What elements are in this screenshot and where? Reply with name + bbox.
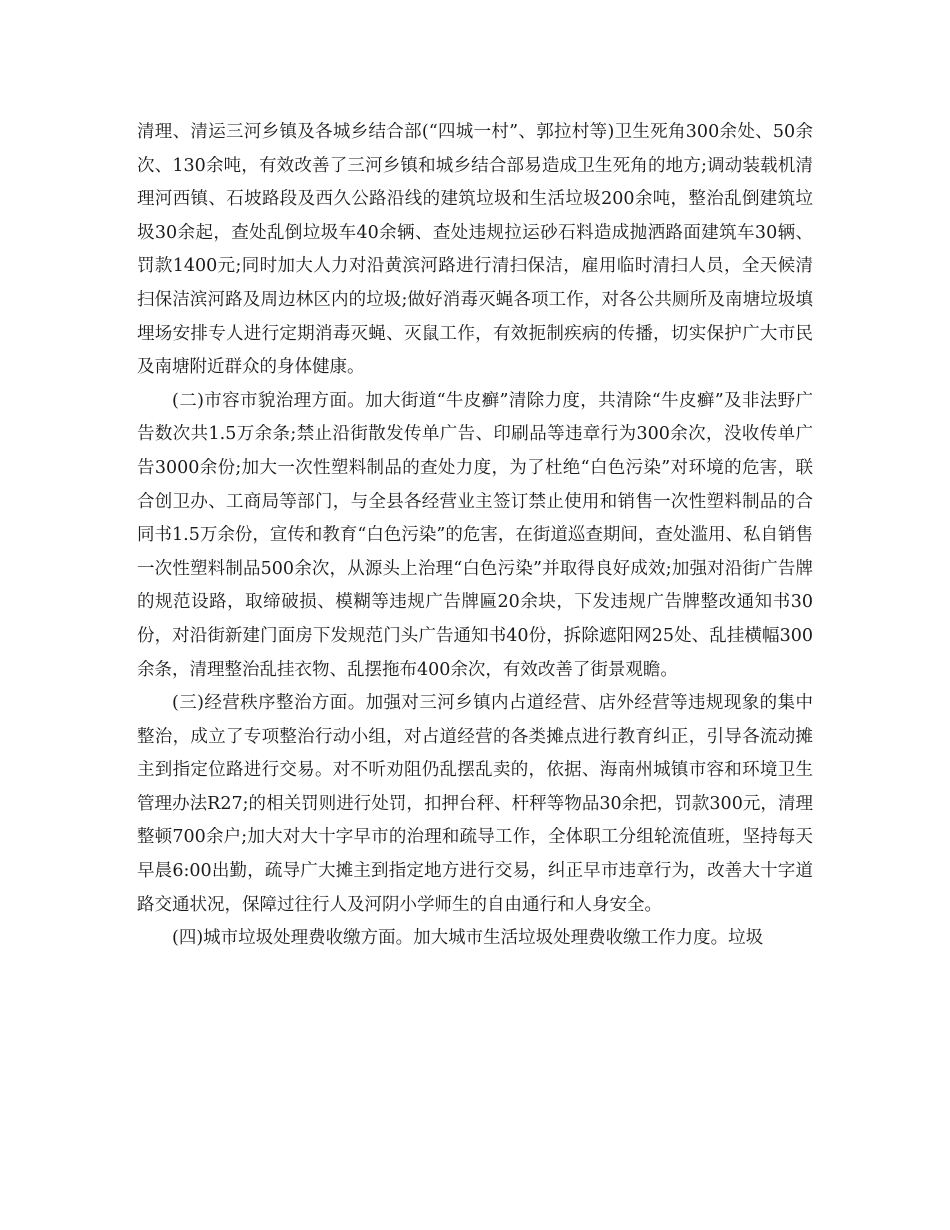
paragraph-city-appearance: (二)市容市貌治理方面。加大街道“牛皮癣”清除力度，共清除“牛皮癣”及非法野广告数次共1.5万余条;禁止沿街散发传单广告、印刷品等违章行为300余次，没收传单广告3000余份;加大一次性塑料制品的查处力度，为了杜绝“白色污染”对环境的危害，联合创卫办、工商局等部门，与全县各经营业主签订禁止使用和销售一次性塑料制品的合同书1.5万余份，宣传和教育“白色污染”的危害，在街道巡查期间，查处滥用、私自销售一次性塑料制品500余次，从源头上治理“白色污染”并取得良好成效;加强对沿街广告牌的规范设路，取缔破损、模糊等违规广告牌匾20余块，下发违规广告牌整改通知书30份，对沿街新建门面房下发规范门头广告通知书40份，拆除遮阳网25处、乱挂横幅300余条，清理整治乱挂衣物、乱摆拖布400余次，有效改善了街景观瞻。 (137, 390, 813, 680)
document-body (137, 116, 813, 956)
paragraph-continuation: 清理、清运三河乡镇及各城乡结合部(“四城一村”、郭拉村等)卫生死角300余处、50余次、130余吨，有效改善了三河乡镇和城乡结合部易造成卫生死角的地方;调动装载机清理河西镇、石坡路段及西久公路沿线的建筑垃圾和生活垃圾200余吨，整治乱倒建筑垃圾30余起，查处乱倒垃圾车40余辆、查处违规拉运砂石料造成抛洒路面建筑车30辆、罚款1400元;同时加大人力对沿黄滨河路进行清扫保洁，雇用临时清扫人员，全天候清扫保洁滨河路及周边林区内的垃圾;做好消毒灭蝇各项工作，对各公共厕所及南塘垃圾填埋场安排专人进行定期消毒灭蝇、灭鼠工作，有效扼制疾病的传播，切实保护广大市民及南塘附近群众的身体健康。 (137, 122, 813, 378)
paragraph-garbage-fee: (四)城市垃圾处理费收缴方面。加大城市生活垃圾处理费收缴工作力度。垃圾 (172, 928, 764, 949)
paragraph-business-order: (三)经营秩序整治方面。加强对三河乡镇内占道经营、店外经营等违规现象的集中整治，成立了专项整治行动小组，对占道经营的各类摊点进行教育纠正，引导各流动摊主到指定位路进行交易。对不听劝阻仍乱摆乱卖的，依据、海南州城镇市容和环境卫生管理办法R27;的相关罚则进行处罚，扣押台秤、杆秤等物品30余把，罚款300元，清理整顿700余户;加大对大十字早市的治理和疏导工作，全体职工分组轮流值班，坚持每天早晨6:00出勤，疏导广大摊主到指定地方进行交易，纠正早市违章行为，改善大十字道路交通状况，保障过往行人及河阴小学师生的自由通行和人身安全。 (137, 693, 813, 915)
